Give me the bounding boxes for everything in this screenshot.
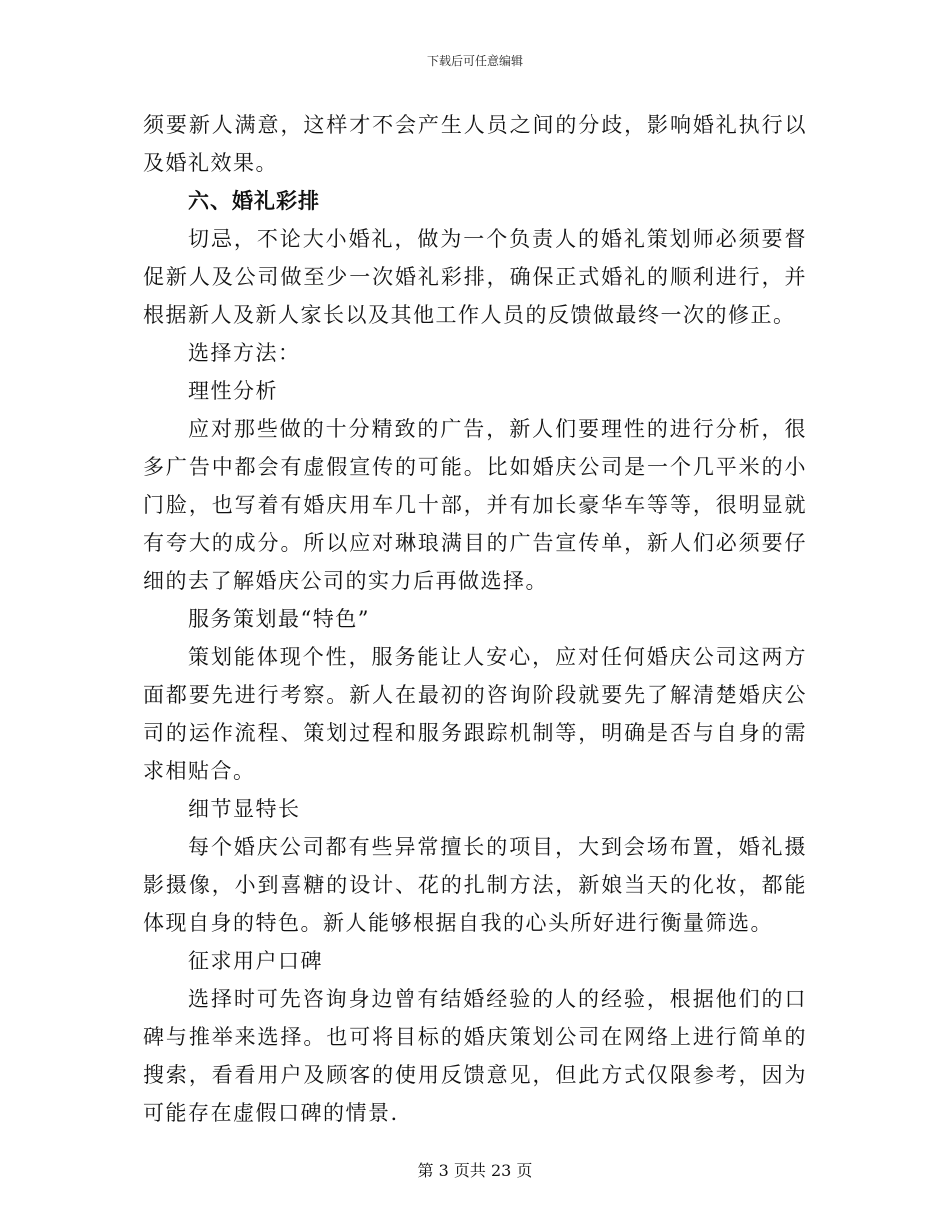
page-number: 第 3 页共 23 页 [417, 1161, 533, 1180]
document-body [143, 106, 807, 1132]
subheading-selection-methods: 选择方法： [188, 341, 301, 365]
paragraph-rational-analysis: 应对那些做的十分精致的广告，新人们要理性的进行分析，很多广告中都会有虚假宣传的可能。比如婚庆公司是一个几平米的小门脸，也写着有婚庆用车几十部，并有加长豪华车等等，很明显就有夸大的成分。所以应对琳琅满目的广告宣传单，新人们必须要仔细的去了解婚庆公司的实力后再做选择。 [143, 417, 807, 593]
paragraph-service-planning: 策划能体现个性，服务能让人安心，应对任何婚庆公司这两方面都要先进行考察。新人在最初的咨询阶段就要先了解清楚婚庆公司的运作流程、策划过程和服务跟踪机制等，明确是否与自身的需求相贴合。 [143, 645, 807, 783]
subheading-rational-analysis: 理性分析 [188, 379, 278, 403]
subheading-reputation: 征求用户口碑 [188, 949, 323, 973]
page-header: 下载后可任意编辑 [426, 54, 523, 68]
paragraph-continuation: 须要新人满意，这样才不会产生人员之间的分歧，影响婚礼执行以及婚礼效果。 [143, 113, 807, 175]
paragraph-reputation: 选择时可先咨询身边曾有结婚经验的人的经验，根据他们的口碑与推举来选择。也可将目标的婚庆策划公司在网络上进行简单的搜索，看看用户及顾客的使用反馈意见，但此方式仅限参考，因为可能存在虚假口碑的情景. [143, 987, 807, 1125]
subheading-details: 细节显特长 [188, 797, 301, 821]
paragraph-details: 每个婚庆公司都有些异常擅长的项目，大到会场布置，婚礼摄影摄像，小到喜糖的设计、花的扎制方法，新娘当天的化妆，都能体现自身的特色。新人能够根据自我的心头所好进行衡量筛选。 [143, 835, 807, 935]
section-heading: 六、婚礼彩排 [188, 188, 320, 213]
subheading-service-planning: 服务策划最“特色” [188, 607, 370, 631]
paragraph-rehearsal: 切忌，不论大小婚礼，做为一个负责人的婚礼策划师必须要督促新人及公司做至少一次婚礼彩排，确保正式婚礼的顺利进行，并根据新人及新人家长以及其他工作人员的反馈做最终一次的修正。 [143, 227, 807, 327]
